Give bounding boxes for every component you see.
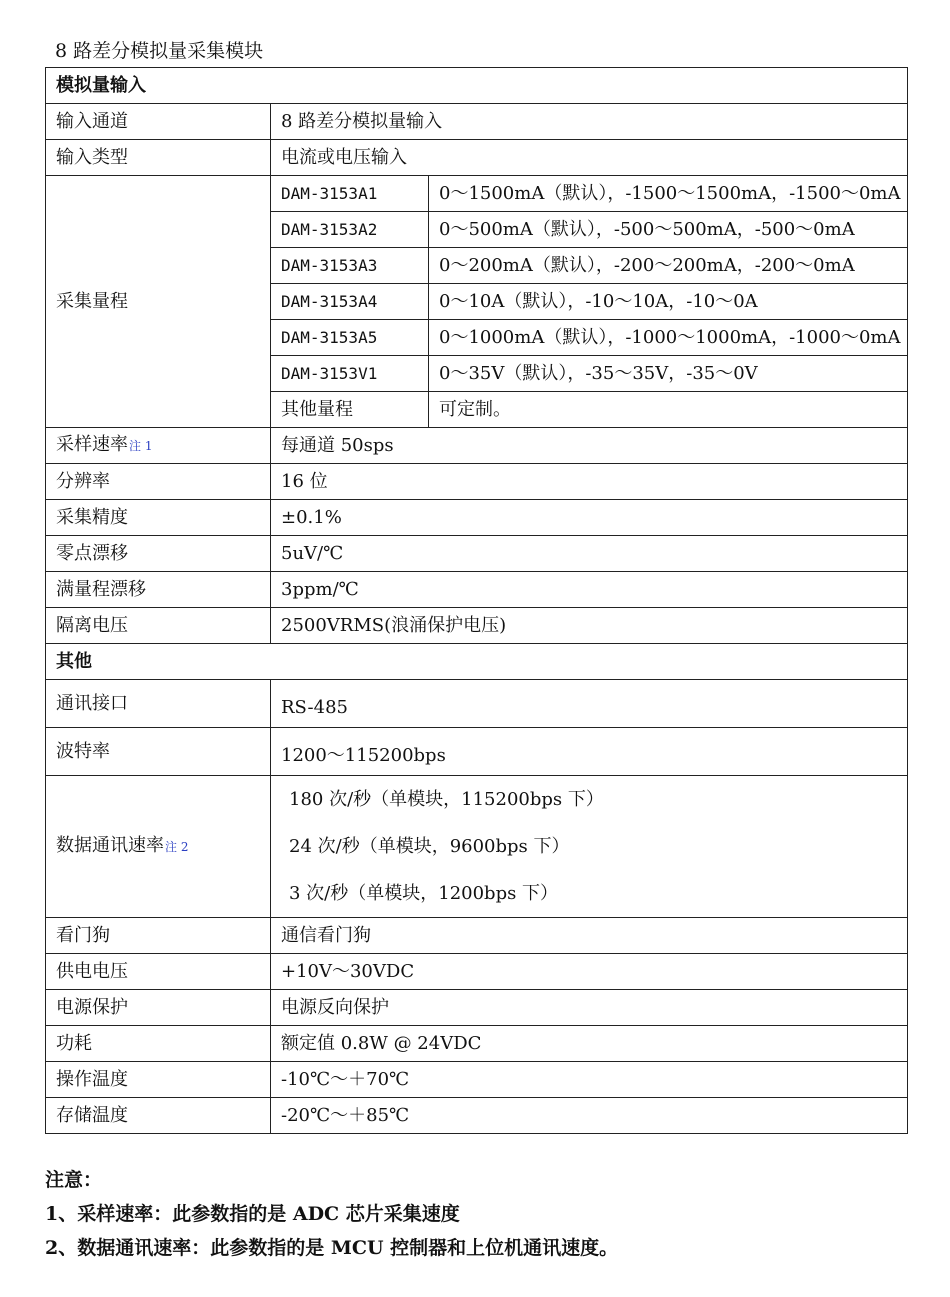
row-resolution bbox=[46, 464, 908, 500]
label-baud-rate: 波特率 bbox=[46, 728, 271, 776]
label-fullscale-drift: 满量程漂移 bbox=[46, 572, 271, 608]
label-power-consumption: 功耗 bbox=[46, 1026, 271, 1062]
value-input-channel: 8 路差分模拟量输入 bbox=[271, 104, 908, 140]
label-supply-voltage: 供电电压 bbox=[46, 954, 271, 990]
row-input-type bbox=[46, 140, 908, 176]
value-comm-interface: RS-485 bbox=[271, 680, 908, 728]
label-resolution: 分辨率 bbox=[46, 464, 271, 500]
data-rate-line: 3 次/秒（单模块，1200bps 下） bbox=[289, 883, 559, 904]
row-accuracy bbox=[46, 500, 908, 536]
row-data-rate bbox=[46, 776, 908, 918]
section-row-other bbox=[46, 644, 908, 680]
label-isolation: 隔离电压 bbox=[46, 608, 271, 644]
label-watchdog: 看门狗 bbox=[46, 918, 271, 954]
value-supply-voltage: +10V～30VDC bbox=[271, 954, 908, 990]
value-input-type: 电流或电压输入 bbox=[271, 140, 908, 176]
row-isolation bbox=[46, 608, 908, 644]
value-watchdog: 通信看门狗 bbox=[271, 918, 908, 954]
label-sample-rate: 采样速率注 1 bbox=[46, 428, 271, 464]
section-row-analog bbox=[46, 68, 908, 104]
notes-block bbox=[45, 1163, 618, 1265]
label-operating-temp: 操作温度 bbox=[46, 1062, 271, 1098]
range-model: 其他量程 bbox=[271, 392, 429, 428]
section-header-analog: 模拟量输入 bbox=[46, 68, 908, 104]
data-rate-line: 180 次/秒（单模块，115200bps 下） bbox=[289, 789, 604, 810]
footnote-ref-1: 注 1 bbox=[129, 439, 153, 453]
row-storage-temp bbox=[46, 1098, 908, 1134]
value-operating-temp: -10℃～＋70℃ bbox=[271, 1062, 908, 1098]
row-operating-temp bbox=[46, 1062, 908, 1098]
range-value: 可定制。 bbox=[429, 392, 908, 428]
row-comm-interface bbox=[46, 680, 908, 728]
range-model: DAM-3153A3 bbox=[271, 248, 429, 284]
row-power-consumption bbox=[46, 1026, 908, 1062]
row-supply-voltage bbox=[46, 954, 908, 990]
footnote-ref-2: 注 2 bbox=[165, 840, 189, 854]
value-fullscale-drift: 3ppm/℃ bbox=[271, 572, 908, 608]
value-accuracy: ±0.1% bbox=[271, 500, 908, 536]
label-storage-temp: 存储温度 bbox=[46, 1098, 271, 1134]
value-zero-drift: 5uV/℃ bbox=[271, 536, 908, 572]
range-value: 0～500mA（默认），-500～500mA，-500～0mA bbox=[429, 212, 908, 248]
range-value: 0～1000mA（默认），-1000～1000mA，-1000～0mA bbox=[429, 320, 908, 356]
data-rate-line: 24 次/秒（单模块，9600bps 下） bbox=[289, 836, 570, 857]
row-sample-rate bbox=[46, 428, 908, 464]
row-zero-drift bbox=[46, 536, 908, 572]
value-resolution: 16 位 bbox=[271, 464, 908, 500]
range-value: 0～35V（默认），-35～35V，-35～0V bbox=[429, 356, 908, 392]
value-baud-rate: 1200～115200bps bbox=[271, 728, 908, 776]
value-power-protection: 电源反向保护 bbox=[271, 990, 908, 1026]
value-sample-rate: 每通道 50sps bbox=[271, 428, 908, 464]
value-power-consumption: 额定值 0.8W @ 24VDC bbox=[271, 1026, 908, 1062]
value-isolation: 2500VRMS(浪涌保护电压) bbox=[271, 608, 908, 644]
range-model: DAM-3153A5 bbox=[271, 320, 429, 356]
range-model: DAM-3153A1 bbox=[271, 176, 429, 212]
range-row bbox=[46, 176, 908, 212]
range-value: 0～10A（默认），-10～10A，-10～0A bbox=[429, 284, 908, 320]
note-item: 1、采样速率：此参数指的是 ADC 芯片采集速度 bbox=[45, 1203, 460, 1225]
range-value: 0～1500mA（默认），-1500～1500mA，-1500～0mA bbox=[429, 176, 908, 212]
value-data-rate bbox=[271, 776, 908, 918]
label-input-type: 输入类型 bbox=[46, 140, 271, 176]
notes-heading: 注意： bbox=[45, 1169, 103, 1191]
spec-table bbox=[45, 67, 908, 1134]
range-model: DAM-3153A4 bbox=[271, 284, 429, 320]
section-header-other: 其他 bbox=[46, 644, 908, 680]
document-title: 8 路差分模拟量采集模块 bbox=[55, 40, 264, 62]
row-power-protection bbox=[46, 990, 908, 1026]
row-watchdog bbox=[46, 918, 908, 954]
row-input-channel bbox=[46, 104, 908, 140]
label-input-channel: 输入通道 bbox=[46, 104, 271, 140]
label-range: 采集量程 bbox=[46, 176, 271, 428]
range-model: DAM-3153V1 bbox=[271, 356, 429, 392]
label-accuracy: 采集精度 bbox=[46, 500, 271, 536]
note-item: 2、数据通讯速率：此参数指的是 MCU 控制器和上位机通讯速度。 bbox=[45, 1237, 619, 1259]
value-storage-temp: -20℃～＋85℃ bbox=[271, 1098, 908, 1134]
label-zero-drift: 零点漂移 bbox=[46, 536, 271, 572]
row-fullscale-drift bbox=[46, 572, 908, 608]
label-comm-interface: 通讯接口 bbox=[46, 680, 271, 728]
label-power-protection: 电源保护 bbox=[46, 990, 271, 1026]
row-baud-rate bbox=[46, 728, 908, 776]
range-model: DAM-3153A2 bbox=[271, 212, 429, 248]
range-value: 0～200mA（默认），-200～200mA，-200～0mA bbox=[429, 248, 908, 284]
label-data-rate: 数据通讯速率注 2 bbox=[46, 776, 271, 918]
